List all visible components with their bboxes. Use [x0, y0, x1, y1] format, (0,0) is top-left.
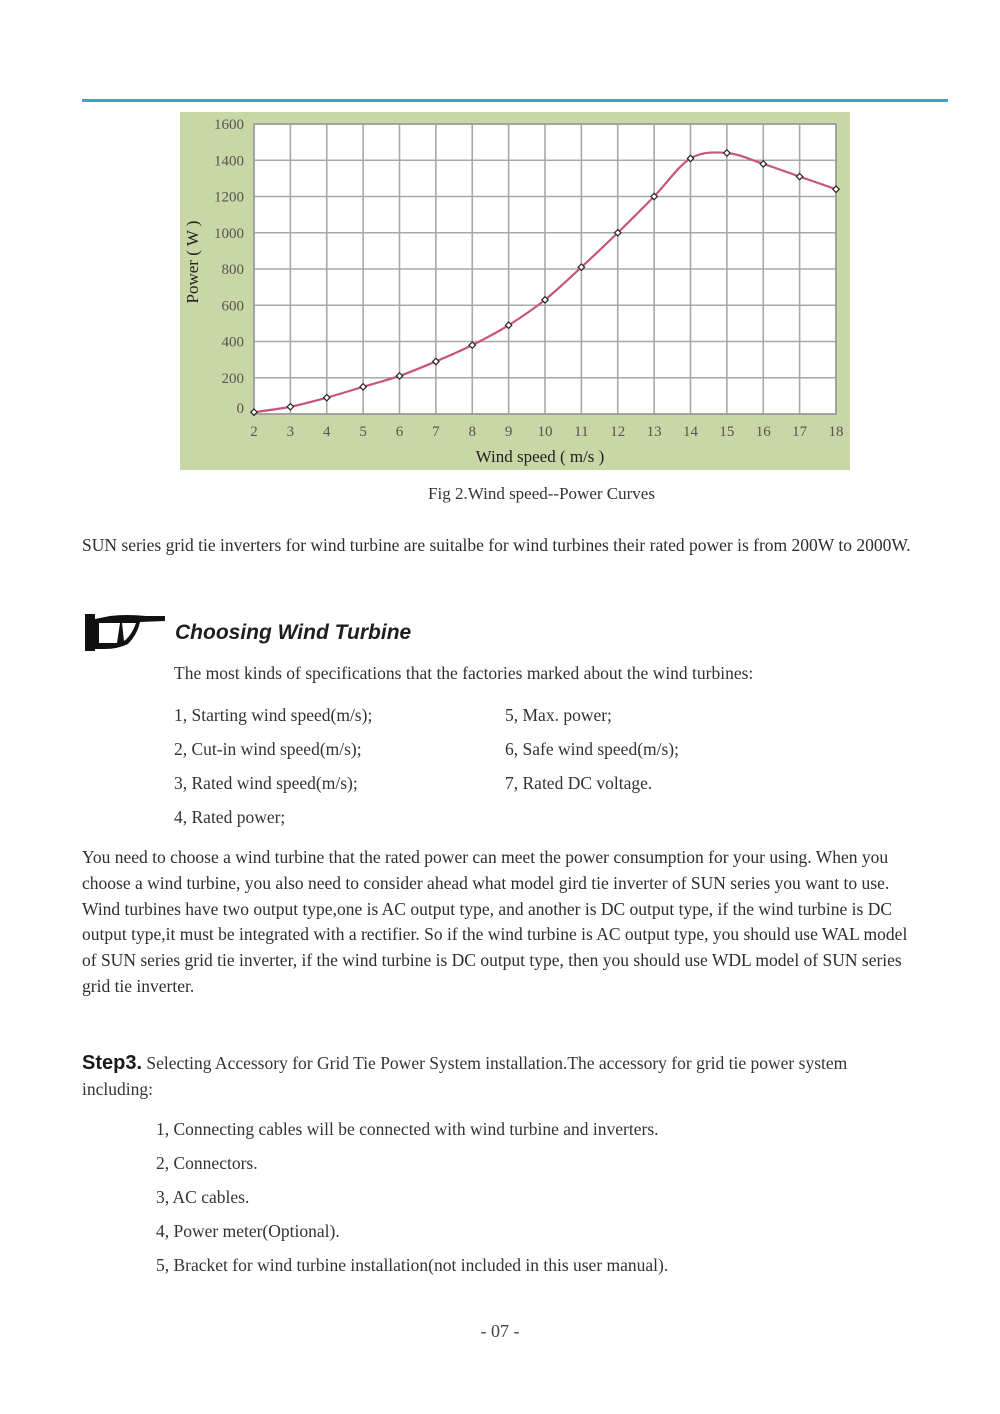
x-tick-label: 14: [683, 424, 698, 440]
x-tick-label: 15: [719, 424, 735, 440]
x-tick-label: 17: [792, 424, 808, 440]
accessory-item: 3, AC cables.: [156, 1187, 250, 1207]
spec-item: 2, Cut-in wind speed(m/s);: [174, 739, 362, 759]
accessory-item: 4, Power meter(Optional).: [156, 1221, 340, 1241]
y-tick-label: 600: [221, 298, 244, 315]
x-tick-label: 7: [432, 424, 440, 440]
body-paragraph: You need to choose a wind turbine that the rated power can meet the power consumption for your using. When you choose a wind turbine, you also need to consider ahead what model gird tie inverter of SUN series you want to use. Wind turbines have two output type,one is AC output type, and another is DC output type, if the wind turbine is DC output type,it must be integrated with a rectifier. So if the wind turbine is AC output type, you should use WAL model of SUN series grid tie inverter, if the wind turbine is DC output type, then you should use WDL model of SUN series grid tie inverter.: [82, 847, 908, 996]
x-axis-label: Wind speed ( m/s ): [475, 447, 605, 466]
x-tick-label: 6: [395, 424, 404, 440]
x-tick-label: 18: [828, 424, 844, 440]
x-tick-label: 16: [755, 424, 771, 440]
spec-item: 6, Safe wind speed(m/s);: [505, 739, 679, 759]
y-tick-label: 800: [221, 262, 244, 278]
top-divider-line: [82, 99, 948, 102]
y-tick-label: 1400: [214, 153, 244, 170]
accessory-item: 2, Connectors.: [156, 1153, 258, 1173]
spec-item: 4, Rated power;: [174, 807, 286, 827]
y-axis-label: Power ( W ): [183, 220, 202, 304]
x-tick-label: 13: [646, 424, 662, 440]
chart-svg: [180, 112, 850, 470]
y-tick-label: 1200: [214, 189, 244, 206]
x-tick-label: 5: [359, 424, 367, 440]
y-tick-label: 0: [236, 401, 244, 417]
power-curve-chart: [180, 112, 850, 470]
x-tick-label: 12: [610, 424, 626, 440]
page-number: - 07 -: [480, 1321, 520, 1341]
y-tick-label: 1600: [214, 117, 244, 133]
figure-caption: Fig 2.Wind speed--Power Curves: [428, 484, 655, 503]
accessory-item: 1, Connecting cables will be connected with wind turbine and inverters.: [156, 1119, 659, 1139]
pointing-hand-icon: [84, 611, 168, 655]
x-tick-label: 3: [286, 424, 295, 440]
y-tick-label: 1000: [214, 225, 244, 242]
y-tick-label: 400: [221, 334, 244, 351]
section-heading: Choosing Wind Turbine: [175, 621, 412, 644]
x-tick-label: 4: [323, 424, 331, 440]
spec-intro: The most kinds of specifications that the factories marked about the wind turbines:: [174, 663, 754, 683]
step-text: Selecting Accessory for Grid Tie Power System installation.The accessory for grid tie power system including:: [82, 1053, 848, 1099]
x-tick-label: 2: [250, 424, 258, 440]
step-block: [82, 1050, 922, 1102]
x-tick-label: 8: [468, 424, 476, 440]
y-tick-label: 200: [221, 370, 244, 387]
spec-item: 3, Rated wind speed(m/s);: [174, 773, 358, 793]
accessory-item: 5, Bracket for wind turbine installation(not included in this user manual).: [156, 1255, 669, 1275]
spec-item: 5, Max. power;: [505, 705, 612, 725]
intro-paragraph: SUN series grid tie inverters for wind turbine are suitalbe for wind turbines their rated power is from 200W to 2000W.: [82, 535, 911, 555]
spec-item: 1, Starting wind speed(m/s);: [174, 705, 373, 725]
step-label: Step3.: [82, 1052, 143, 1074]
x-tick-label: 11: [574, 424, 589, 440]
x-tick-label: 9: [504, 424, 513, 440]
x-tick-label: 10: [537, 424, 553, 440]
spec-item: 7, Rated DC voltage.: [505, 773, 653, 793]
